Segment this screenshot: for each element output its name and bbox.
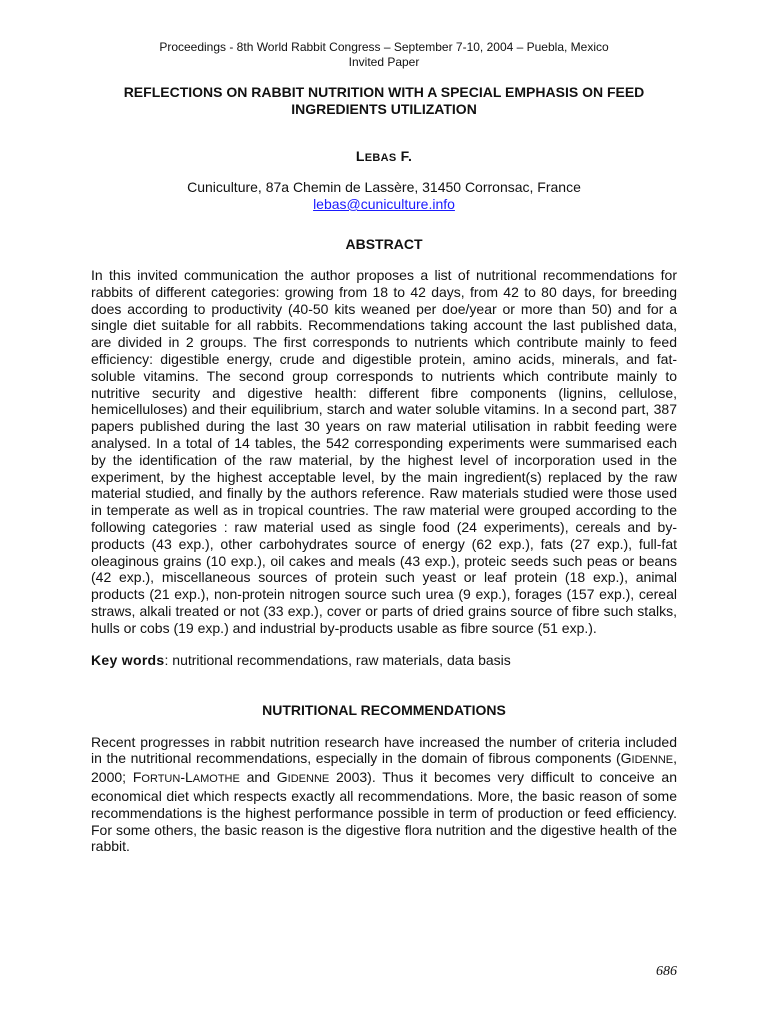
paper-title-line-1: REFLECTIONS ON RABBIT NUTRITION WITH A SPECIAL EMPHASIS ON FEED <box>123 84 645 100</box>
author-email <box>91 196 677 213</box>
citation-lamothe-rest: AMOTHE <box>192 773 240 786</box>
keywords-text: : nutritional recommendations, raw materials, data basis <box>164 651 511 668</box>
citation-fortun-rest: ORTUN <box>141 773 181 786</box>
citation-dash: - <box>180 769 185 786</box>
page-number: 686 <box>656 964 677 979</box>
abstract-text: In this invited communication the author proposes a list of nutritional recommendations for rabbits of different categories: growing from 18 to 42 days, from 42 to 80 days, for breeding does according to productivity (40-50 kits weaned per doe/year or more than 50) and for a single diet suitable for all rabbits. Recommendations taking account the last published data, are divided in 2 groups. The first corresponds to nutrients which contribute mainly to feed efficiency: digestible energy, crude and digestible protein, amino acids, minerals, and fat-soluble vitamins. The second group corresponds to nutrients which contribute mainly to nutritive security and digestive health: different fibre components (lignins, cellulose, hemicelluloses) and their equilibrium, starch and water soluble vitamins. In a second part, 387 papers published during the last 30 years on raw material utilisation in rabbit feeding were analysed. In a total of 14 tables, the 542 corresponding experiments were summarised each by the identification of the raw material, by the highest level of incorporation used in the experiment, by the highest acceptable level, by the main ingredient(s) replaced by the raw material studied, and finally by the authors reference. Raw materials studied were those used in temperate as well as in tropical countries. The raw material were grouped according to the following categories : raw material used as single food (24 experiments), cereals and by-products (43 exp.), other carbohydrates source of energy (62 exp.), fats (27 exp.), full-fat oleaginous grains (10 exp.), oil cakes and meals (43 exp.), proteic seeds such peas or beans (42 exp.), miscellaneous sources of protein such yeast or leaf protein (18 exp.), animal products (21 exp.), non-protein nitrogen source such urea (9 exp.), forages (157 exp.), cereal straws, alkali treated or not (33 exp.), cover or parts of dried grains source of fibre such stalks, hulls or cobs (19 exp.) and industrial by-products usable as fibre source (51 exp.). <box>91 267 677 636</box>
author-affiliation: Cuniculture, 87a Chemin de Lassère, 31450 Corronsac, France <box>187 179 581 195</box>
keywords <box>91 652 677 669</box>
nutritional-recommendations-heading: NUTRITIONAL RECOMMENDATIONS <box>262 701 506 718</box>
nutritional-recommendations-text <box>91 734 677 856</box>
citation-lamothe-lead: L <box>184 769 193 786</box>
abstract-heading: ABSTRACT <box>345 236 423 252</box>
paper-title-line-2: INGREDIENTS UTILIZATION <box>291 101 477 117</box>
citation-gidenne2-lead: G <box>276 769 288 786</box>
keywords-label: Key words <box>91 651 165 668</box>
paper-type-label: Invited Paper <box>348 55 420 69</box>
nutr-text-part-1: Recent progresses in rabbit nutrition research have increased the number of criteria included in the nutritional recommendations, especially in the domain of fibrous components ( <box>91 733 677 767</box>
author-name-rest: EBAS <box>364 152 397 164</box>
citation-fortun-lead: F <box>132 769 142 786</box>
proceedings-header: Proceedings - 8th World Rabbit Congress – September 7-10, 2004 – Puebla, Mexico <box>159 40 609 54</box>
nutr-text-part-3: 2003). Thus it becomes very difficult to conceive an economical diet which respects exactly all recommendations. More, the basic reason of some recommendations is the highest performance possible in term of production or feed efficiency. For some others, the basic reason is the digestive flora nutrition and the digestive health of the rabbit. <box>91 769 677 855</box>
citation-gidenne-lead: G <box>620 750 632 767</box>
citation-gidenne-rest: IDENNE <box>631 754 674 767</box>
author-name <box>91 148 677 164</box>
nutr-text-part-2: , 2000; <box>91 750 677 786</box>
citation-gidenne2-rest: IDENNE <box>287 773 330 786</box>
author-name-lead: L <box>355 148 365 164</box>
author-initial: F. <box>396 148 413 164</box>
paper-title <box>91 84 677 118</box>
email-link[interactable]: lebas@cuniculture.info <box>313 196 455 212</box>
citation-and: and <box>239 769 277 786</box>
paper-page <box>91 40 677 855</box>
